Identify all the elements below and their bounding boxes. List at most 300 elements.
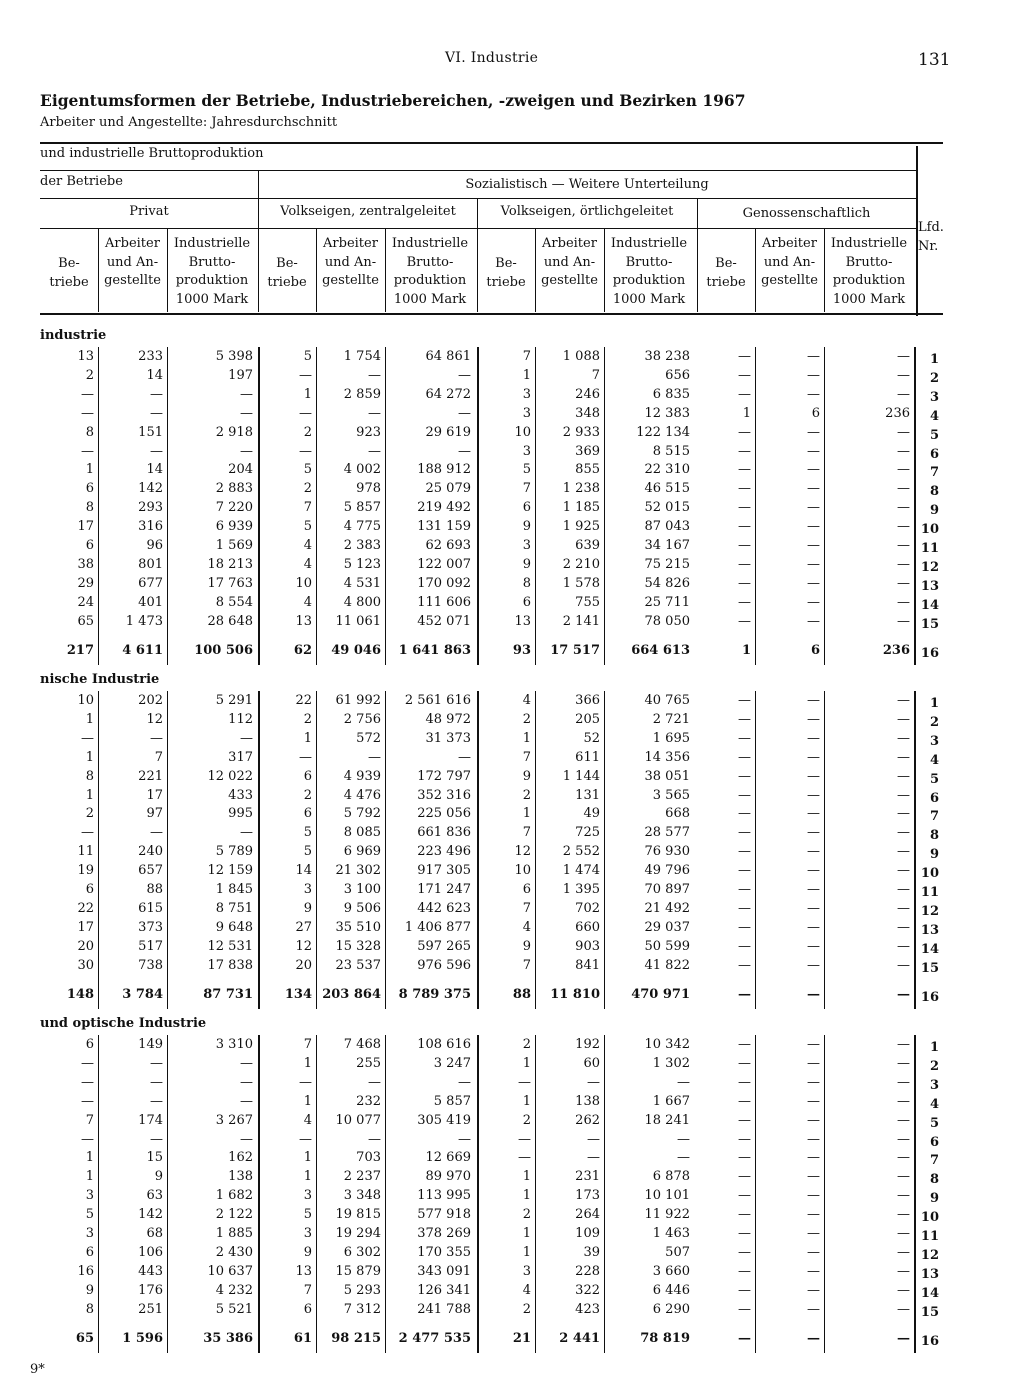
table-cell: 131 (575, 787, 600, 803)
table-cell: — (807, 1074, 820, 1090)
table-cell: — (738, 538, 751, 553)
table-cell: 62 (293, 642, 312, 658)
header-privat: Privat (129, 204, 169, 219)
table-cell: 378 269 (417, 1226, 471, 1241)
table-cell: 2 (522, 711, 531, 727)
table-cell: 923 (356, 424, 381, 440)
table-cell: 236 (885, 405, 910, 421)
table-cell: — (368, 1074, 381, 1090)
table-cell: 10 077 (335, 1112, 381, 1128)
table-cell: — (897, 919, 910, 935)
table-cell: 507 (665, 1244, 690, 1260)
table-cell: — (897, 424, 910, 440)
table-cell: — (897, 1150, 910, 1166)
table-cell: — (240, 386, 253, 402)
row-number: 11 (920, 885, 939, 900)
table-cell: — (458, 367, 471, 383)
table-cell: 8 (85, 1301, 94, 1317)
table-cell: 17 (77, 919, 94, 935)
table-cell: 151 (138, 424, 163, 440)
table-cell: — (240, 1093, 253, 1109)
table-cell: 14 (295, 863, 312, 879)
table-cell: 1 569 (215, 538, 253, 553)
table-cell: — (458, 405, 471, 421)
col-header-arbeiter: Arbeiter und An- gestellte (104, 236, 161, 288)
table-cell: 204 (228, 462, 253, 478)
table-cell: — (807, 1207, 820, 1223)
table-cell: — (897, 443, 910, 459)
table-cell: 1 (85, 462, 94, 478)
table-cell: 14 (146, 367, 163, 383)
table-cell: — (807, 519, 820, 535)
table-cell: 6 (85, 882, 94, 897)
table-cell: 148 (66, 986, 94, 1002)
table-cell: 1 (522, 367, 531, 383)
table-cell: 78 819 (640, 1330, 690, 1346)
table-cell: 31 373 (425, 730, 471, 746)
table-cell: — (738, 1037, 751, 1052)
table-cell: — (738, 367, 751, 383)
table-cell: 2 (522, 1301, 531, 1317)
table-cell: 12 383 (644, 405, 690, 421)
table-cell: — (81, 1093, 94, 1109)
table-cell: — (897, 1074, 910, 1090)
table-cell: 6 835 (652, 386, 690, 402)
table-cell: 48 972 (425, 711, 471, 727)
table-cell: — (587, 1074, 600, 1090)
table-cell: 14 356 (644, 749, 690, 765)
table-cell: — (738, 386, 751, 402)
table-cell: 841 (575, 957, 600, 973)
table-cell: 11 922 (644, 1207, 690, 1223)
table-cell: — (738, 1282, 751, 1298)
table-cell: — (738, 349, 751, 364)
table-cell: 2 756 (343, 711, 381, 727)
table-cell: — (738, 882, 751, 897)
table-cell: — (897, 749, 910, 765)
table-cell: 240 (138, 844, 163, 860)
table-cell: 22 310 (644, 462, 690, 478)
table-cell: 433 (228, 787, 253, 803)
table-cell: — (897, 825, 910, 841)
table-cell: 3 (522, 538, 531, 553)
table-cell: — (150, 730, 163, 746)
table-cell: — (897, 787, 910, 803)
table-cell: — (807, 730, 820, 746)
table-cell: 1 088 (562, 349, 600, 364)
table-cell: — (240, 825, 253, 841)
table-cell: 2 (303, 711, 312, 727)
table-cell: 49 046 (331, 642, 381, 658)
table-cell: — (807, 575, 820, 591)
table-cell: 28 648 (207, 613, 253, 629)
table-cell: 2 859 (343, 386, 381, 402)
header-oertlich: Volkseigen, örtlichgeleitet (500, 204, 674, 219)
table-cell: 93 (512, 642, 531, 658)
table-cell: 2 122 (215, 1207, 253, 1223)
table-cell: — (807, 443, 820, 459)
table-cell: — (807, 986, 820, 1002)
table-cell: 5 (303, 1207, 312, 1223)
table-cell: 1 682 (215, 1188, 253, 1204)
table-cell: 6 969 (343, 844, 381, 860)
table-cell: 241 788 (417, 1301, 471, 1317)
table-cell: 111 606 (417, 594, 471, 610)
table-cell: — (738, 481, 751, 497)
header-row1-left: und industrielle Bruttoproduktion (40, 146, 264, 161)
table-cell: 1 (303, 1150, 312, 1166)
row-number: 1 (929, 696, 939, 711)
table-cell: — (150, 825, 163, 841)
table-cell: — (807, 1169, 820, 1185)
table-cell: 24 (77, 594, 94, 610)
table-cell: 63 (146, 1188, 163, 1204)
col-header-betriebe: Be- triebe (49, 256, 89, 290)
table-cell: 1 (522, 1226, 531, 1241)
table-cell: 7 (591, 367, 600, 383)
table-cell: 64 272 (425, 386, 471, 402)
table-cell: 2 477 535 (398, 1330, 471, 1346)
table-cell: 21 (512, 1330, 531, 1346)
row-number: 7 (929, 809, 939, 825)
table-cell: — (368, 1131, 381, 1147)
table-cell: 1 144 (562, 768, 600, 784)
row-number: 6 (929, 790, 939, 806)
table-cell: — (150, 1093, 163, 1109)
table-cell: — (897, 1131, 910, 1147)
table-cell: 373 (138, 919, 163, 935)
table-cell: 1 (522, 1055, 531, 1071)
table-cell: — (299, 1131, 312, 1147)
table-cell: 423 (575, 1301, 600, 1317)
table-cell: — (897, 693, 910, 708)
table-cell: 1 (85, 1150, 94, 1166)
table-cell: 10 637 (207, 1263, 253, 1279)
row-number: 16 (920, 645, 939, 661)
row-number: 12 (920, 1247, 939, 1263)
row-number: 5 (929, 427, 939, 443)
table-cell: — (738, 424, 751, 440)
table-cell: 2 (522, 1207, 531, 1223)
table-cell: — (738, 863, 751, 879)
table-cell: 3 (85, 1188, 94, 1204)
table-cell: 517 (138, 938, 163, 954)
table-cell: 1 (303, 1093, 312, 1109)
table-cell: 11 810 (550, 986, 600, 1002)
table-cell: 2 210 (562, 556, 600, 572)
table-cell: 1 302 (652, 1055, 690, 1071)
table-cell: 2 933 (562, 424, 600, 440)
table-cell: 197 (228, 367, 253, 383)
table-cell: 660 (575, 919, 600, 935)
table-cell: — (807, 481, 820, 497)
table-cell: 255 (356, 1055, 381, 1071)
table-cell: 41 822 (644, 957, 690, 973)
table-cell: 9 (154, 1169, 163, 1185)
row-number: 13 (920, 922, 939, 938)
table-cell: 3 267 (215, 1112, 253, 1128)
row-number: 12 (920, 903, 939, 919)
table-cell: 6 (522, 882, 531, 897)
table-cell: 4 (303, 1112, 312, 1128)
row-number: 10 (920, 1210, 939, 1226)
table-cell: 17 838 (207, 957, 253, 973)
table-cell: — (807, 1131, 820, 1147)
table-cell: 6 (303, 768, 312, 784)
table-cell: 5 521 (215, 1301, 253, 1317)
table-cell: 7 (303, 1037, 312, 1052)
table-cell: 6 446 (652, 1282, 690, 1298)
table-cell: 9 506 (343, 900, 381, 916)
row-number: 6 (929, 446, 939, 462)
table-cell: 28 577 (644, 825, 690, 841)
table-cell: 21 492 (644, 900, 690, 916)
table-cell: 1 185 (562, 500, 600, 516)
table-cell: — (897, 1169, 910, 1185)
table-cell: 3 310 (215, 1037, 253, 1052)
table-cell: — (807, 1112, 820, 1128)
table-cell: 5 398 (215, 349, 253, 364)
row-number: 4 (929, 1096, 939, 1112)
table-cell: 4 611 (122, 642, 163, 658)
table-cell: 126 341 (417, 1282, 471, 1298)
table-cell: 38 051 (644, 768, 690, 784)
col-header-produktion: Industrielle Brutto- produktion 1000 Mark (391, 236, 469, 307)
table-cell: 19 815 (335, 1207, 381, 1223)
table-cell: 2 (303, 481, 312, 497)
table-cell: 352 316 (417, 787, 471, 803)
table-cell: 738 (138, 957, 163, 973)
table-cell: 173 (575, 1188, 600, 1204)
table-cell: 134 (284, 986, 312, 1002)
table-cell: — (897, 519, 910, 535)
table-cell: 9 (522, 556, 531, 572)
row-number: 14 (920, 597, 939, 613)
table-cell: — (738, 806, 751, 822)
table-cell: 4 775 (343, 519, 381, 535)
table-cell: 9 (303, 900, 312, 916)
table-cell: — (240, 1131, 253, 1147)
table-cell: 138 (228, 1169, 253, 1185)
table-cell: 49 (583, 806, 600, 822)
table-cell: 19 (77, 863, 94, 879)
row-number: 8 (929, 828, 939, 844)
table-cell: 40 765 (644, 693, 690, 708)
table-cell: — (738, 730, 751, 746)
table-cell: 6 939 (215, 519, 253, 535)
table-cell: 2 430 (215, 1244, 253, 1260)
table-cell: 5 (303, 519, 312, 535)
table-cell: — (807, 957, 820, 973)
table-cell: 113 995 (417, 1188, 471, 1204)
table-cell: — (738, 500, 751, 516)
table-cell: 25 711 (644, 594, 690, 610)
table-cell: 597 265 (417, 938, 471, 954)
table-cell: 149 (138, 1037, 163, 1052)
table-cell: 1 473 (125, 613, 163, 629)
table-cell: — (807, 1282, 820, 1298)
table-cell: 2 (522, 787, 531, 803)
table-cell: 60 (583, 1055, 600, 1071)
table-cell: — (897, 594, 910, 610)
table-cell: — (807, 1263, 820, 1279)
table-cell: — (150, 405, 163, 421)
row-number: 15 (920, 960, 939, 976)
row-number: 7 (929, 1153, 939, 1169)
table-cell: 9 (85, 1282, 94, 1298)
table-cell: 668 (665, 806, 690, 822)
table-cell: — (807, 938, 820, 954)
table-cell: 1 (522, 806, 531, 822)
table-cell: 2 141 (562, 613, 600, 629)
table-cell: 1 925 (562, 519, 600, 535)
row-number: 1 (929, 352, 939, 367)
table-cell: 976 596 (417, 957, 471, 973)
table-cell: — (738, 1244, 751, 1260)
table-cell: 293 (138, 500, 163, 516)
table-cell: 70 897 (644, 882, 690, 897)
row-number: 3 (929, 1077, 939, 1093)
table-cell: 1 (741, 642, 751, 658)
table-cell: 35 510 (335, 919, 381, 935)
table-cell: 615 (138, 900, 163, 916)
row-number: 4 (929, 408, 939, 424)
table-cell: 1 (303, 386, 312, 402)
table-cell: 29 (77, 575, 94, 591)
table-cell: — (738, 825, 751, 841)
table-cell: 30 (77, 957, 94, 973)
table-cell: — (807, 1093, 820, 1109)
table-cell: 6 (522, 500, 531, 516)
table-cell: 4 002 (343, 462, 381, 478)
table-cell: 322 (575, 1282, 600, 1298)
table-cell: — (807, 1330, 820, 1346)
table-cell: 2 (85, 806, 94, 822)
col-header-arbeiter: Arbeiter und An- gestellte (761, 236, 818, 288)
table-cell: — (738, 844, 751, 860)
table-cell: 1 406 877 (404, 919, 471, 935)
table-cell: — (738, 1074, 751, 1090)
table-cell: 68 (146, 1226, 163, 1241)
table-cell: — (807, 1244, 820, 1260)
table-cell: 39 (583, 1244, 600, 1260)
row-number: 9 (929, 847, 939, 863)
table-cell: — (81, 1131, 94, 1147)
table-cell: 61 (293, 1330, 312, 1346)
table-cell: 20 (77, 938, 94, 954)
row-number: 3 (929, 389, 939, 405)
table-cell: 3 660 (652, 1263, 690, 1279)
table-cell: — (807, 768, 820, 784)
table-cell: — (807, 538, 820, 553)
table-cell: — (738, 462, 751, 478)
table-cell: — (897, 844, 910, 860)
table-cell: — (368, 405, 381, 421)
table-cell: 7 (522, 349, 531, 364)
table-cell: 12 (514, 844, 531, 860)
table-cell: 46 515 (644, 481, 690, 497)
table-cell: 16 (77, 1263, 94, 1279)
table-cell: 12 531 (207, 938, 253, 954)
table-cell: — (738, 787, 751, 803)
table-cell: — (897, 613, 910, 629)
row-number: 15 (920, 616, 939, 632)
table-cell: 2 918 (215, 424, 253, 440)
table-cell: 1 (522, 1093, 531, 1109)
table-cell: 13 (514, 613, 531, 629)
table-cell: 7 (303, 500, 312, 516)
table-cell: 7 (85, 1112, 94, 1128)
table-cell: 17 517 (550, 642, 600, 658)
table-cell: 246 (575, 386, 600, 402)
col-header-betriebe: Be- triebe (486, 256, 526, 290)
table-cell: 7 312 (343, 1301, 381, 1317)
table-cell: 11 061 (335, 613, 381, 629)
table-cell: — (518, 1074, 531, 1090)
table-cell: — (240, 443, 253, 459)
table-cell: 5 123 (343, 556, 381, 572)
row-number: 2 (929, 370, 939, 386)
table-cell: 231 (575, 1169, 600, 1185)
table-cell: 62 693 (425, 538, 471, 553)
row-number: 8 (929, 1172, 939, 1188)
row-number: 10 (920, 866, 939, 882)
table-cell: — (677, 1074, 690, 1090)
table-cell: — (738, 938, 751, 954)
table-cell: 4 531 (343, 575, 381, 591)
table-cell: — (738, 1093, 751, 1109)
table-cell: 15 879 (335, 1263, 381, 1279)
table-cell: 2 (85, 367, 94, 383)
table-cell: — (897, 882, 910, 897)
table-cell: 5 (303, 349, 312, 364)
table-cell: — (807, 900, 820, 916)
table-cell: 8 (85, 424, 94, 440)
table-cell: — (807, 806, 820, 822)
table-cell: 8 (522, 575, 531, 591)
table-cell: 2 383 (343, 538, 381, 553)
table-cell: — (807, 462, 820, 478)
table-cell: 725 (575, 825, 600, 841)
row-number: 6 (929, 1134, 939, 1150)
table-cell: — (738, 711, 751, 727)
table-cell: 170 355 (417, 1244, 471, 1260)
row-number: 9 (929, 503, 939, 519)
table-cell: 188 912 (417, 462, 471, 478)
table-cell: 27 (295, 919, 312, 935)
table-cell: 10 101 (644, 1188, 690, 1204)
table-cell: 1 (85, 787, 94, 803)
table-cell: — (897, 938, 910, 954)
col-header-betriebe: Be- triebe (267, 256, 307, 290)
table-cell: 1 596 (122, 1330, 163, 1346)
table-cell: 88 (512, 986, 531, 1002)
table-cell: — (897, 386, 910, 402)
row-number: 3 (929, 733, 939, 749)
table-cell: 6 290 (652, 1301, 690, 1317)
table-cell: — (677, 1150, 690, 1166)
table-cell: — (240, 405, 253, 421)
table-cell: 6 302 (343, 1244, 381, 1260)
table-cell: 97 (146, 806, 163, 822)
table-cell: 170 092 (417, 575, 471, 591)
table-cell: 174 (138, 1112, 163, 1128)
table-cell: — (897, 986, 910, 1002)
header-genossen: Genossenschaftlich (742, 206, 871, 221)
table-cell: 6 (810, 642, 820, 658)
table-cell: — (897, 1188, 910, 1204)
table-cell: — (150, 386, 163, 402)
